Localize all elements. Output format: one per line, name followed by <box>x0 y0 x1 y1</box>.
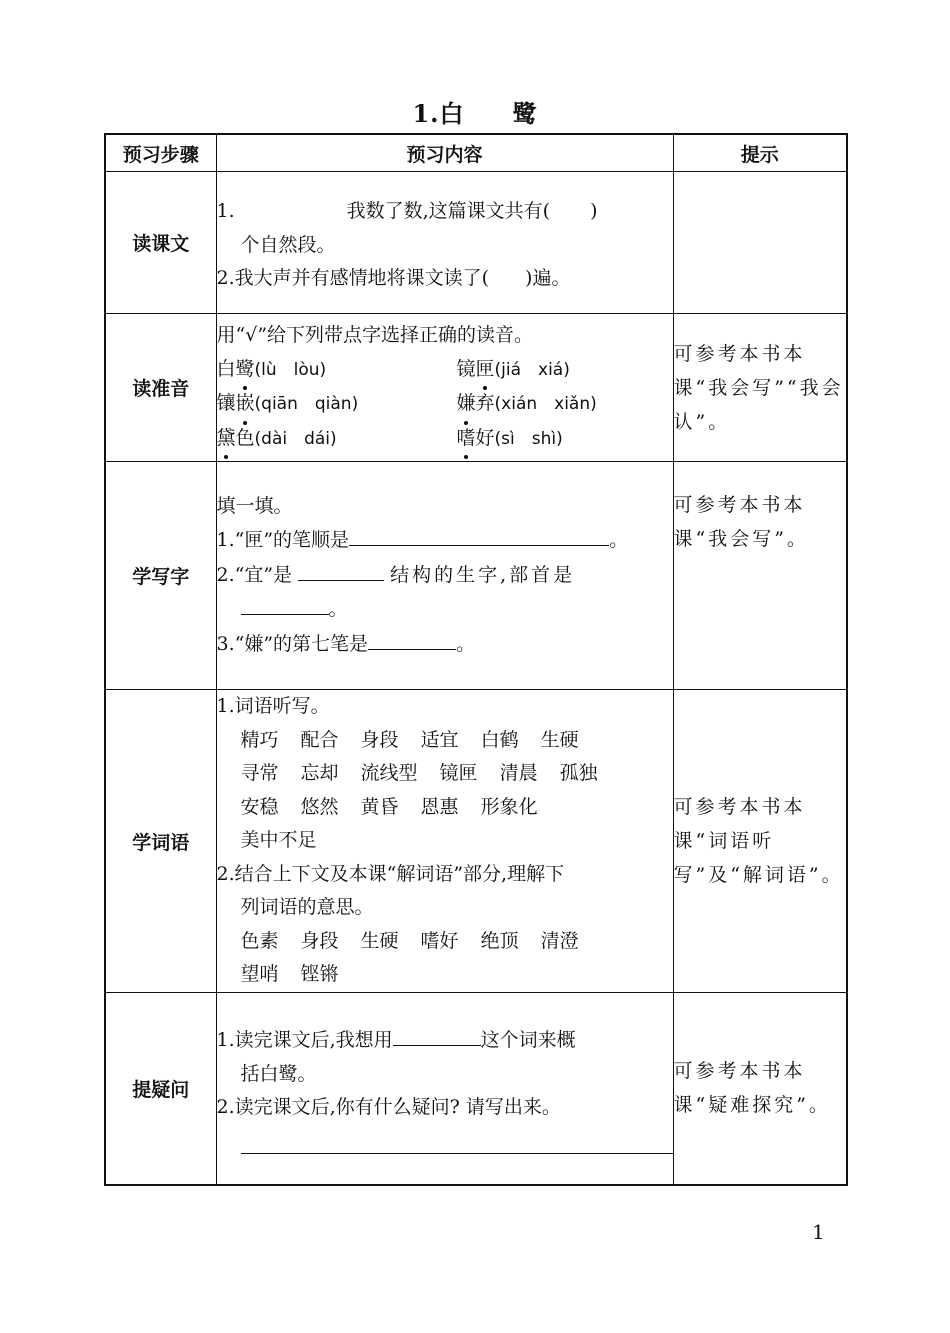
row-words <box>105 690 847 993</box>
content-cell: 1. 我数了数,这篇课文共有( ) 个自然段。 2.我大声并有感情地将课文读了( )遍。 <box>216 172 673 314</box>
step-label: 学词语 <box>105 690 216 993</box>
answer-blank[interactable] <box>349 523 609 546</box>
header-step: 预习步骤 <box>105 134 216 172</box>
row-questions <box>105 993 847 1185</box>
content-cell: 填一填。 1.“匣”的笔顺是 。 2.“宜”是 结构的生字,部首是 。 3.“嫌”的第七笔是 。 <box>216 462 673 690</box>
content-cell: 1.词语听写。 精巧 配合 身段 适宜 白鹤 生硬 寻常 忘却 流线型 镜匣 清晨 孤独 安稳 悠然 黄昏 恩惠 形象化 美中不足 2.结合上下文及本课“解词语”部分,理解下 列词语的意思。 色素 身段 生硬 嗜好 绝顶 清澄 望哨 铿锵 <box>216 690 673 993</box>
content-cell: 1.读完课文后,我想用 这个词来概 括白鹭。 2.读完课文后,你有什么疑问? 请写出来。 <box>216 993 673 1185</box>
header-row <box>105 134 847 172</box>
word-group: 精巧 配合 身段 适宜 白鹤 生硬 <box>240 728 579 751</box>
pinyin-grid <box>217 353 673 457</box>
page-number: 1 <box>812 1220 825 1244</box>
title-char-2: 鹭 <box>512 99 538 128</box>
title-char-1: 白 <box>439 99 465 128</box>
hint-cell: 可参考本书本课“我会写”“我会认”。 <box>673 314 847 462</box>
answer-blank[interactable] <box>241 592 329 615</box>
row-write-characters <box>105 462 847 690</box>
preview-table <box>104 133 848 1186</box>
word-group: 美中不足 <box>240 829 317 852</box>
row-read-text <box>105 172 847 314</box>
lesson-number: 1. <box>412 99 440 128</box>
hint-cell <box>673 172 847 314</box>
answer-blank[interactable] <box>368 627 456 650</box>
answer-blank[interactable] <box>298 558 384 581</box>
step-label: 学写字 <box>105 462 216 690</box>
step-label: 读课文 <box>105 172 216 314</box>
header-content: 预习内容 <box>216 134 673 172</box>
hint-cell: 可参考本书本课“疑难探究”。 <box>673 993 847 1185</box>
word-group: 寻常 忘却 流线型 镜匣 清晨 孤独 <box>240 762 598 785</box>
content-cell: 用“√”给下列带点字选择正确的读音。 白鹭(lù lòu) 镜匣(jiá xiá) 镶嵌(qiān qiàn) 嫌弃(xián xiǎn) 黛色(dài dái) 嗜好(sì shì) <box>216 314 673 462</box>
answer-blank[interactable] <box>393 1023 481 1046</box>
answer-line[interactable] <box>241 1125 673 1154</box>
hint-cell: 可参考本书本课“词语听写”及“解词语”。 <box>673 690 847 993</box>
pinyin-item: 嫌弃(xián xiǎn) <box>457 387 673 422</box>
word-group: 色素 身段 生硬 嗜好 绝顶 清澄 <box>240 929 579 952</box>
header-hint: 提示 <box>673 134 847 172</box>
word-group: 安稳 悠然 黄昏 恩惠 形象化 <box>240 795 538 818</box>
pinyin-item: 嗜好(sì shì) <box>457 422 673 457</box>
hint-cell: 可参考本书本课“我会写”。 <box>673 462 847 690</box>
step-label: 提疑问 <box>105 993 216 1185</box>
pinyin-item: 黛色(dài dái) <box>217 422 457 457</box>
word-group: 望哨 铿锵 <box>240 963 339 986</box>
pinyin-item: 白鹭(lù lòu) <box>217 353 457 388</box>
page-title <box>0 94 950 129</box>
row-pronunciation <box>105 314 847 462</box>
pinyin-item: 镜匣(jiá xiá) <box>457 353 673 388</box>
pinyin-item: 镶嵌(qiān qiàn) <box>217 387 457 422</box>
step-label: 读准音 <box>105 314 216 462</box>
